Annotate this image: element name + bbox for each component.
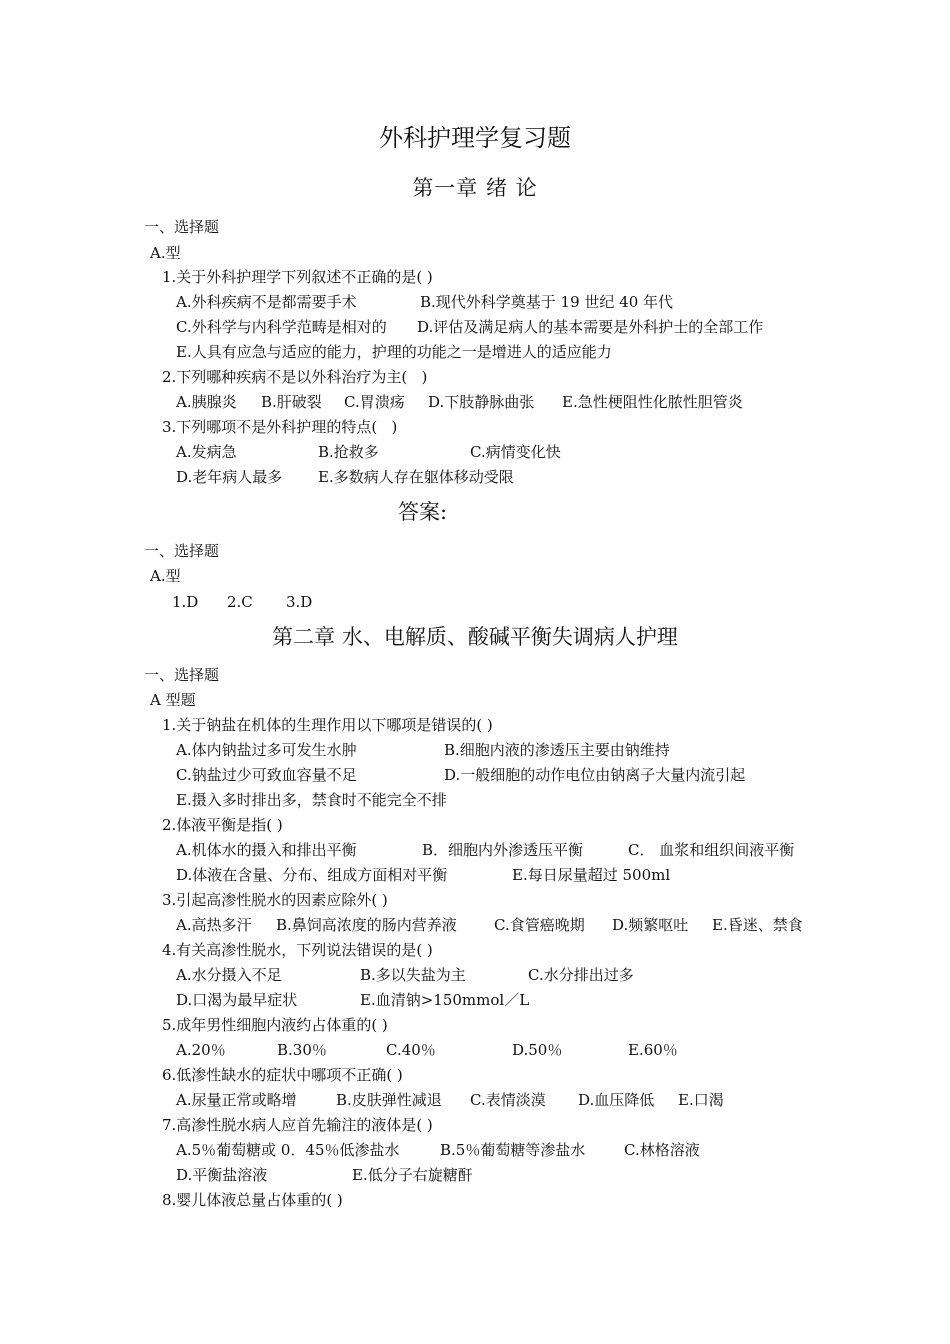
- ch2-q7-option-c: C.林格溶液: [624, 1141, 700, 1159]
- ch2-q7-option-e: E.低分子右旋糖酐: [352, 1166, 473, 1184]
- ch2-q3-option-b: B.鼻饲高浓度的肠内营养液: [276, 916, 457, 934]
- ch2-q5-option-a: A.20％: [176, 1041, 226, 1059]
- answer-2: 2.C: [227, 593, 253, 611]
- ch2-q4-option-d: D.口渴为最早症状: [176, 991, 298, 1009]
- ch2-q6-option-d: D.血压降低: [578, 1091, 655, 1109]
- ch2-q4-option-e: E.血清钠>150mmol／L: [360, 991, 530, 1009]
- ch1-q3-option-c: C.病情变化快: [470, 443, 561, 461]
- answers-section-heading: 一、选择题: [144, 542, 220, 560]
- ch1-q2-stem: 2.下列哪种疾病不是以外科治疗为主( ): [162, 368, 428, 386]
- ch1-q2-option-e: E.急性梗阻性化脓性胆管炎: [562, 393, 743, 411]
- ch2-q5-option-e: E.60％: [628, 1041, 678, 1059]
- ch2-q7-stem: 7.高渗性脱水病人应首先输注的液体是( ): [162, 1116, 433, 1134]
- ch2-q4-option-c: C.水分排出过多: [528, 966, 634, 984]
- ch2-q4-option-b: B.多以失盐为主: [360, 966, 466, 984]
- ch2-type-label: A 型题: [150, 691, 196, 709]
- ch1-q1-stem: 1.关于外科护理学下列叙述不正确的是( ): [162, 268, 433, 286]
- ch2-q3-option-e: E.昏迷、禁食: [712, 916, 803, 934]
- ch2-q3-option-d: D.频繁呕吐: [612, 916, 689, 934]
- ch2-q2-option-e: E.每日尿量超过 500ml: [512, 866, 671, 884]
- ch2-q7-option-d: D.平衡盐溶液: [176, 1166, 268, 1184]
- chapter1-title: 第一章 绪 论: [412, 176, 538, 200]
- answers-title: 答案:: [398, 500, 448, 524]
- ch1-q2-option-d: D.下肢静脉曲张: [428, 393, 535, 411]
- ch2-q6-option-b: B.皮肤弹性减退: [336, 1091, 442, 1109]
- ch2-q4-option-a: A.水分摄入不足: [176, 966, 282, 984]
- ch2-q5-option-c: C.40％: [386, 1041, 436, 1059]
- answer-1: 1.D: [172, 593, 199, 611]
- ch2-q5-option-b: B.30％: [277, 1041, 327, 1059]
- ch2-q5-option-d: D.50％: [512, 1041, 563, 1059]
- chapter2-title: 第二章 水、电解质、酸碱平衡失调病人护理: [272, 625, 678, 649]
- ch2-q7-option-a: A.5％葡萄糖或 0．45％低渗盐水: [176, 1141, 400, 1159]
- ch2-q7-option-b: B.5％葡萄糖等渗盐水: [440, 1141, 586, 1159]
- ch1-q2-option-b: B.肝破裂: [261, 393, 322, 411]
- ch2-q3-stem: 3.引起高渗性脱水的因素应除外( ): [162, 891, 388, 909]
- ch2-section-heading: 一、选择题: [144, 666, 220, 684]
- ch2-q2-stem: 2.体液平衡是指( ): [162, 816, 283, 834]
- ch2-q1-option-a: A.体内钠盐过多可发生水肿: [176, 741, 357, 759]
- ch1-q1-option-a: A.外科疾病不是都需要手术: [176, 293, 357, 311]
- ch1-q1-option-d: D.评估及满足病人的基本需要是外科护士的全部工作: [417, 318, 764, 336]
- ch1-q3-option-b: B.抢救多: [318, 443, 379, 461]
- ch2-q1-option-d: D.一般细胞的动作电位由钠离子大量内流引起: [444, 766, 746, 784]
- ch2-q6-stem: 6.低渗性缺水的症状中哪项不正确( ): [162, 1066, 403, 1084]
- ch2-q6-option-e: E.口渴: [678, 1091, 724, 1109]
- ch1-q3-option-d: D.老年病人最多: [176, 468, 283, 486]
- ch1-q2-option-c: C.胃溃疡: [344, 393, 405, 411]
- answer-3: 3.D: [286, 593, 313, 611]
- ch2-q4-stem: 4.有关高渗性脱水，下列说法错误的是( ): [162, 941, 433, 959]
- ch2-q2-option-b: B．细胞内外渗透压平衡: [422, 841, 584, 859]
- ch1-q1-option-e: E.人具有应急与适应的能力，护理的功能之一是增进人的适应能力: [176, 343, 612, 361]
- ch2-q2-option-c: C． 血浆和组织间液平衡: [628, 841, 795, 859]
- ch1-q3-stem: 3.下列哪项不是外科护理的特点( ): [162, 418, 398, 436]
- ch1-q1-option-b: B.现代外科学奠基于 19 世纪 40 年代: [420, 293, 674, 311]
- ch2-q1-option-c: C.钠盐过少可致血容量不足: [176, 766, 357, 784]
- ch2-q6-option-a: A.尿量正常或略增: [176, 1091, 297, 1109]
- ch2-q6-option-c: C.表情淡漠: [470, 1091, 546, 1109]
- ch2-q1-option-e: E.摄入多时排出多，禁食时不能完全不排: [176, 791, 447, 809]
- answers-type-label: A.型: [150, 567, 181, 585]
- ch2-q1-option-b: B.细胞内液的渗透压主要由钠维持: [444, 741, 670, 759]
- ch1-section-heading: 一、选择题: [144, 218, 220, 236]
- ch2-q8-stem: 8.婴儿体液总量占体重的( ): [162, 1191, 343, 1209]
- ch1-q1-option-c: C.外科学与内科学范畴是相对的: [176, 318, 387, 336]
- ch2-q5-stem: 5.成年男性细胞内液约占体重的( ): [162, 1016, 388, 1034]
- ch1-q2-option-a: A.胰腺炎: [176, 393, 237, 411]
- ch1-type-label: A.型: [150, 244, 181, 262]
- ch2-q3-option-c: C.食管癌晚期: [494, 916, 585, 934]
- ch1-q3-option-e: E.多数病人存在躯体移动受限: [318, 468, 514, 486]
- ch2-q2-option-d: D.体液在含量、分布、组成方面相对平衡: [176, 866, 448, 884]
- ch2-q1-stem: 1.关于钠盐在机体的生理作用以下哪项是错误的( ): [162, 716, 493, 734]
- ch2-q2-option-a: A.机体水的摄入和排出平衡: [176, 841, 357, 859]
- ch1-q3-option-a: A.发病急: [176, 443, 237, 461]
- ch2-q3-option-a: A.高热多汗: [176, 916, 252, 934]
- document-title: 外科护理学复习题: [379, 124, 571, 152]
